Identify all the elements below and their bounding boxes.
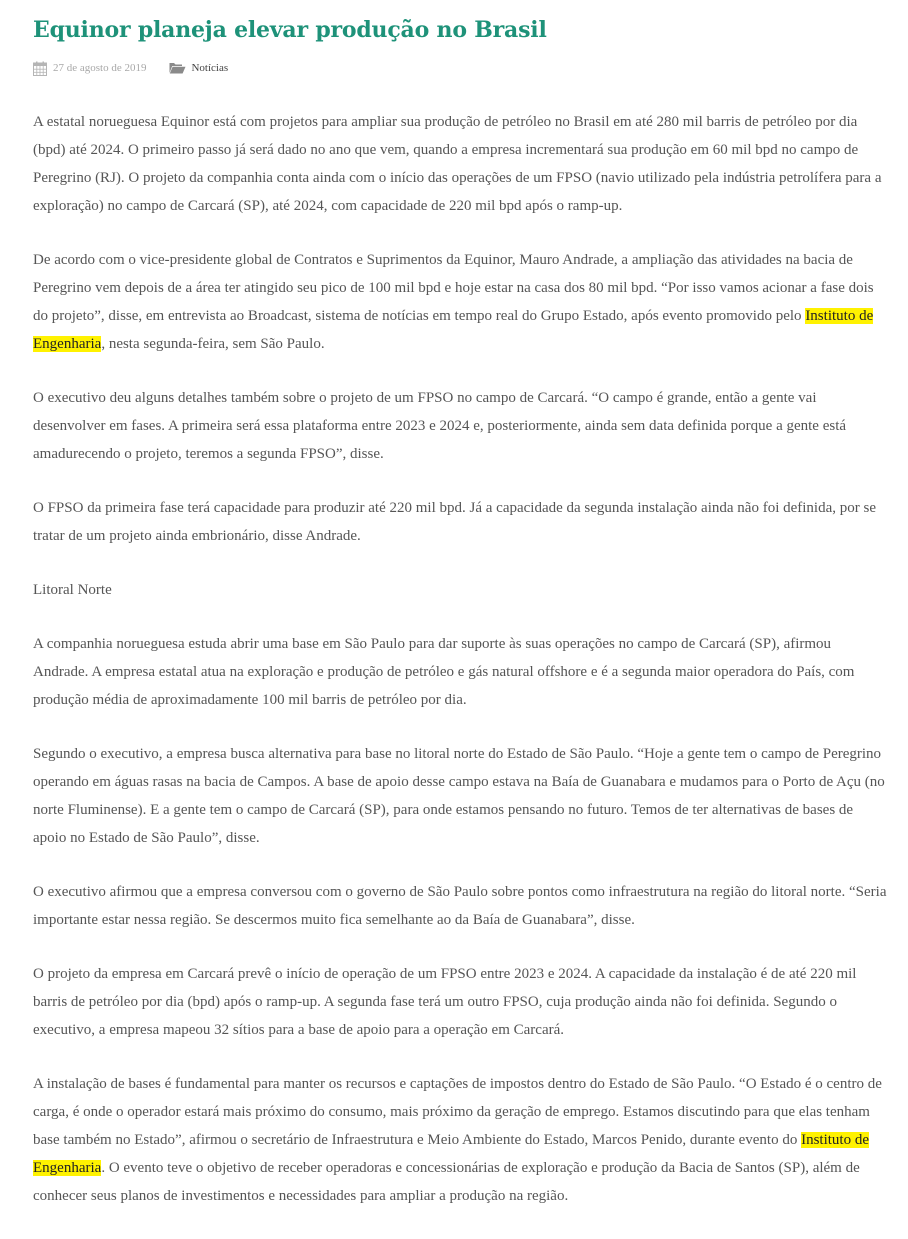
meta-date-text: 27 de agosto de 2019 — [53, 62, 147, 74]
meta-category-link[interactable]: Notícias — [191, 62, 229, 74]
paragraph: Segundo o executivo, a empresa busca alternativa para base no litoral norte do Estado de São Paulo. “Hoje a gente tem o campo de Peregrino operando em águas rasas na bacia de Campos. A base de apoio desse campo estava na Baía de Guanabara e mudamos para o Porto de Açu (no norte Fluminense). E a gente tem o campo de Carcará (SP), para onde estamos pensando no futuro. Temos de ter alternativas de bases de apoio no Estado de São Paulo”, disse. — [33, 746, 885, 846]
paragraph-text: A instalação de bases é fundamental para manter os recursos e captações de impostos dentro do Estado de São Paulo. “O Estado é o centro de carga, é onde o operador estará mais próximo do consumo, mais próximo da geração de emprego. Estamos discutindo para que elas tenham base também no Estado”, afirmou o secretário de Infraestrutura e Meio Ambiente do Estado, Marcos Penido, durante evento do — [33, 1076, 882, 1148]
paragraph: O executivo deu alguns detalhes também sobre o projeto de um FPSO no campo de Carcará. “O campo é grande, então a gente vai desenvolver em fases. A primeira será essa plataforma entre 2023 e 2024 e, posteriormente, ainda sem data definida porque a gente está amadurecendo o projeto, teremos a segunda FPSO”, disse. — [33, 390, 847, 462]
paragraph: A companhia norueguesa estuda abrir uma base em São Paulo para dar suporte às suas operações no campo de Carcará (SP), afirmou Andrade. A empresa estatal atua na exploração e produção de petróleo e gás natural offshore e é a segunda maior operadora do País, com produção média de aproximadamente 100 mil barris de petróleo por dia. — [33, 636, 855, 708]
article-title: Equinor planeja elevar produção no Brasil — [33, 17, 547, 43]
meta-date — [33, 61, 146, 76]
folder-icon — [169, 62, 186, 74]
article-body — [33, 108, 889, 1210]
paragraph: O projeto da empresa em Carcará prevê o início de operação de um FPSO entre 2023 e 2024. A capacidade da instalação é de até 220 mil barris de petróleo por dia (bpd) após o ramp-up. A segunda fase terá um outro FPSO, cuja produção ainda não foi definida. Segundo o executivo, a empresa mapeou 32 sítios para a base de apoio para a operação em Carcará. — [33, 966, 857, 1038]
paragraph: O executivo afirmou que a empresa conversou com o governo de São Paulo sobre pontos como infraestrutura na região do litoral norte. “Seria importante estar nessa região. Se descermos muito fica semelhante ao da Baía de Guanabara”, disse. — [33, 884, 887, 928]
meta-category — [169, 62, 228, 74]
paragraph: A estatal norueguesa Equinor está com projetos para ampliar sua produção de petróleo no Brasil em até 280 mil barris de petróleo por dia (bpd) até 2024. O primeiro passo já será dado no ano que vem, quando a empresa incrementará sua produção em 60 mil bpd no campo de Peregrino (RJ). O projeto da companhia conta ainda com o início das operações de um FPSO (navio utilizado pela indústria petrolífera para a exploração) no campo de Carcará (SP), até 2024, com capacidade de 220 mil bpd após o ramp-up. — [33, 114, 882, 214]
paragraph — [33, 1070, 889, 1210]
highlighted-text: Instituto de Engenharia — [33, 308, 874, 352]
article — [33, 14, 889, 1236]
paragraph-text: . O evento teve o objetivo de receber operadoras e concessionárias de exploração e produção da Bacia de Santos (SP), além de conhecer seus planos de investimentos e necessidades para ampliar a produção na região. — [33, 1160, 860, 1204]
paragraph-text: , nesta segunda-feira, sem São Paulo. — [101, 336, 325, 352]
calendar-icon — [33, 61, 47, 76]
paragraph-text: De acordo com o vice-presidente global de Contratos e Suprimentos da Equinor, Mauro Andrade, a ampliação das atividades na bacia de Peregrino vem depois de a área ter atingido seu pico de 100 mil bpd e hoje estar na casa dos 80 mil bpd. “Por isso vamos acionar a fase dois do projeto”, disse, em entrevista ao Broadcast, sistema de notícias em tempo real do Grupo Estado, após evento promovido pelo — [33, 252, 874, 324]
article-meta — [33, 58, 889, 78]
paragraph — [33, 246, 889, 358]
section-subheading: Litoral Norte — [33, 582, 112, 598]
paragraph: O FPSO da primeira fase terá capacidade para produzir até 220 mil bpd. Já a capacidade da segunda instalação ainda não foi definida, por se tratar de um projeto ainda embrionário, disse Andrade. — [33, 500, 876, 544]
highlighted-text: Instituto de Engenharia — [33, 1132, 870, 1176]
